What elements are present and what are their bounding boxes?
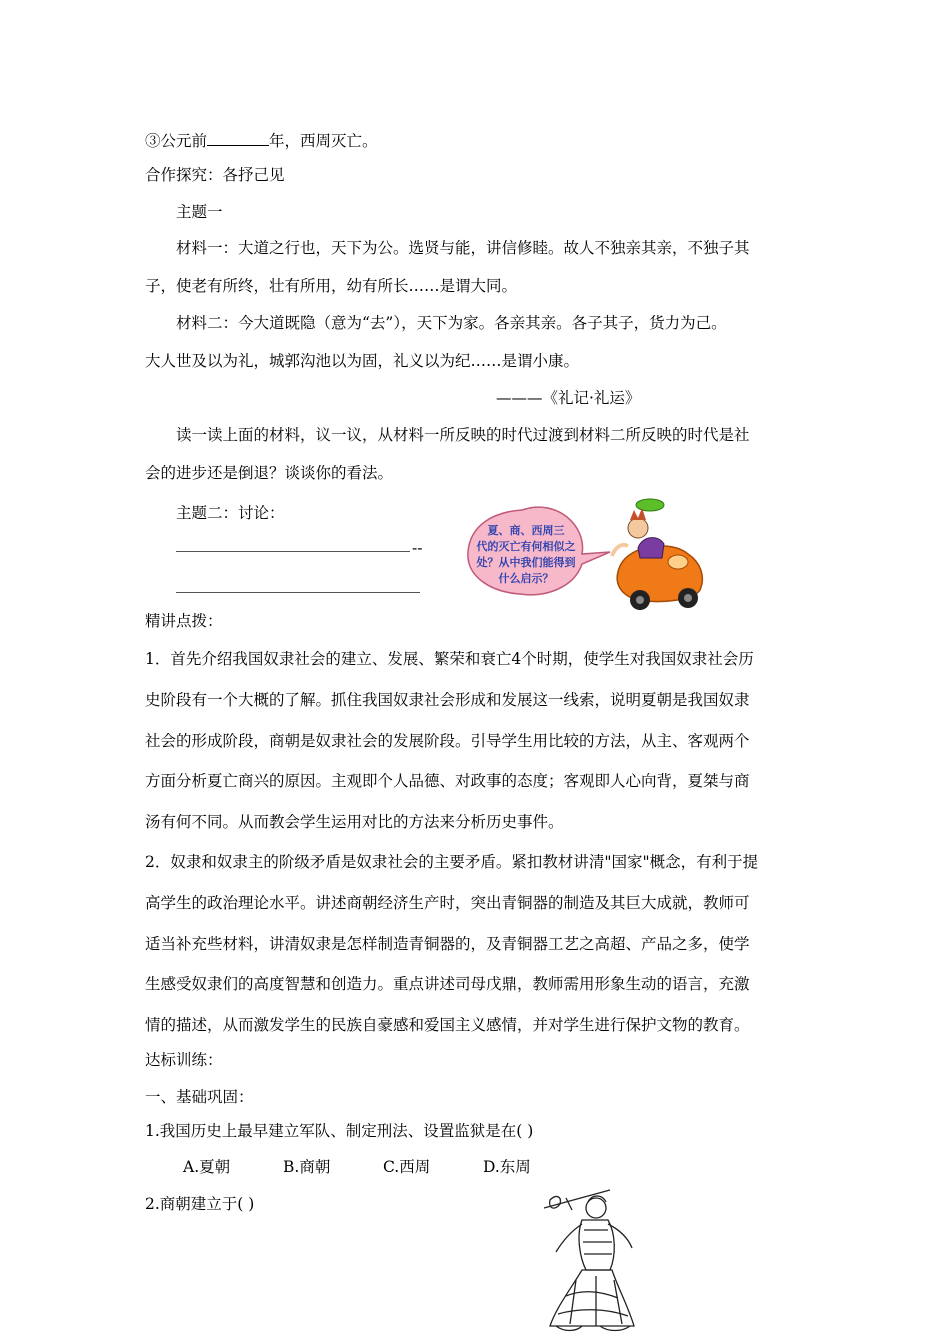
- topic-two: 主题二：讨论：: [176, 504, 285, 522]
- answer-line-1[interactable]: [176, 551, 410, 552]
- point-two-a: 2．奴隶和奴隶主的阶级矛盾是奴隶社会的主要矛盾。紧扣教材讲清"国家"概念，有利于提: [145, 853, 759, 871]
- point-two-e: 情的描述，从而激发学生的民族自豪感和爱国主义感情，并对学生进行保护文物的教育。: [145, 1016, 750, 1034]
- driver-shirt: [638, 538, 664, 558]
- warrior-torso: [579, 1220, 614, 1270]
- point-two-d: 生感受奴隶们的高度智慧和创造力。重点讲述司母戊鼎，教师需用形象生动的语言，充激: [145, 975, 750, 993]
- jichu-heading: 一、基础巩固：: [145, 1088, 254, 1106]
- point-one-a: 1．首先介绍我国奴隶社会的建立、发展、繁荣和衰亡4个时期，使学生对我国奴隶社会历: [145, 650, 754, 668]
- answer-line-1-end: --: [412, 539, 423, 557]
- speech-bubble: [468, 507, 610, 595]
- option-a[interactable]: A.夏朝: [183, 1158, 231, 1176]
- read-prompt-b: 会的进步还是倒退？谈谈你的看法。: [145, 464, 394, 482]
- bubble-text-1: 夏、商、西周三: [487, 524, 565, 537]
- bubble-text-4: 什么启示？: [498, 572, 554, 585]
- material-one-b: 子，使老有所终，壮有所用，幼有所长……是谓大同。: [145, 277, 518, 295]
- warrior-arm-left: [556, 1224, 582, 1252]
- source-citation: ———《礼记·礼运》: [496, 389, 641, 407]
- point-two-c: 适当补充些材料，讲清奴隶是怎样制造青铜器的，及青铜器工艺之高超、产品之多，使学: [145, 935, 750, 953]
- material-one-a: 材料一：大道之行也，天下为公。选贤与能，讲信修睦。故人不独亲其亲，不独子其: [176, 239, 750, 257]
- driver-arm: [612, 545, 628, 556]
- bubble-text-3: 处？从中我们能得到: [476, 556, 576, 569]
- point-one-d: 方面分析夏亡商兴的原因。主观即个人品德、对政事的态度；客观即人心向背，夏桀与商: [145, 772, 750, 790]
- q3-suffix: 年，西周灭亡。: [269, 132, 378, 150]
- dabiao-heading: 达标训练：: [145, 1051, 223, 1069]
- flying-hat: [636, 499, 664, 511]
- car-driver-figure: [612, 499, 702, 610]
- topic-one: 主题一: [176, 203, 223, 221]
- material-two-a: 材料二：今大道既隐（意为“去”），天下为家。各亲其亲。各子其子，货力为己。: [176, 314, 727, 332]
- option-d[interactable]: D.东周: [483, 1158, 531, 1176]
- question-one: 1.我国历史上最早建立军队、制定刑法、设置监狱是在( ): [145, 1122, 534, 1140]
- point-one-c: 社会的形成阶段，商朝是奴隶社会的发展阶段。引导学生用比较的方法，从主、客观两个: [145, 732, 750, 750]
- point-one-e: 汤有何不同。从而教会学生运用对比的方法来分析历史事件。: [145, 813, 564, 831]
- fill-blank[interactable]: [207, 129, 269, 146]
- option-c[interactable]: C.西周: [383, 1158, 431, 1176]
- warrior-sketch-illustration: [536, 1186, 646, 1336]
- read-prompt-a: 读一读上面的材料，议一议，从材料一所反映的时代过渡到材料二所反映的时代是社: [176, 426, 750, 444]
- point-two-b: 高学生的政治理论水平。讲述商朝经济生产时，突出青铜器的制造及其巨大成就，教师可: [145, 894, 750, 912]
- cartoon-illustration: [462, 496, 714, 622]
- driver-head: [628, 518, 648, 538]
- bubble-text-2: 代的灭亡有何相似之: [476, 540, 576, 553]
- coop-heading: 合作探究：各抒己见: [145, 166, 285, 184]
- blank-line-q3: [145, 129, 378, 151]
- material-two-b: 大人世及以为礼，城郭沟池以为固，礼义以为纪……是谓小康。: [145, 352, 580, 370]
- car-window: [668, 555, 688, 569]
- jingjiang-heading: 精讲点拨：: [145, 612, 223, 630]
- answer-line-2[interactable]: [176, 592, 420, 593]
- option-b[interactable]: B.商朝: [283, 1158, 331, 1176]
- q3-prefix: ③公元前: [145, 132, 208, 150]
- point-one-b: 史阶段有一个大概的了解。抓住我国奴隶社会形成和发展这一线索，说明夏朝是我国奴隶: [145, 691, 750, 709]
- question-two: 2.商朝建立于( ): [145, 1195, 255, 1213]
